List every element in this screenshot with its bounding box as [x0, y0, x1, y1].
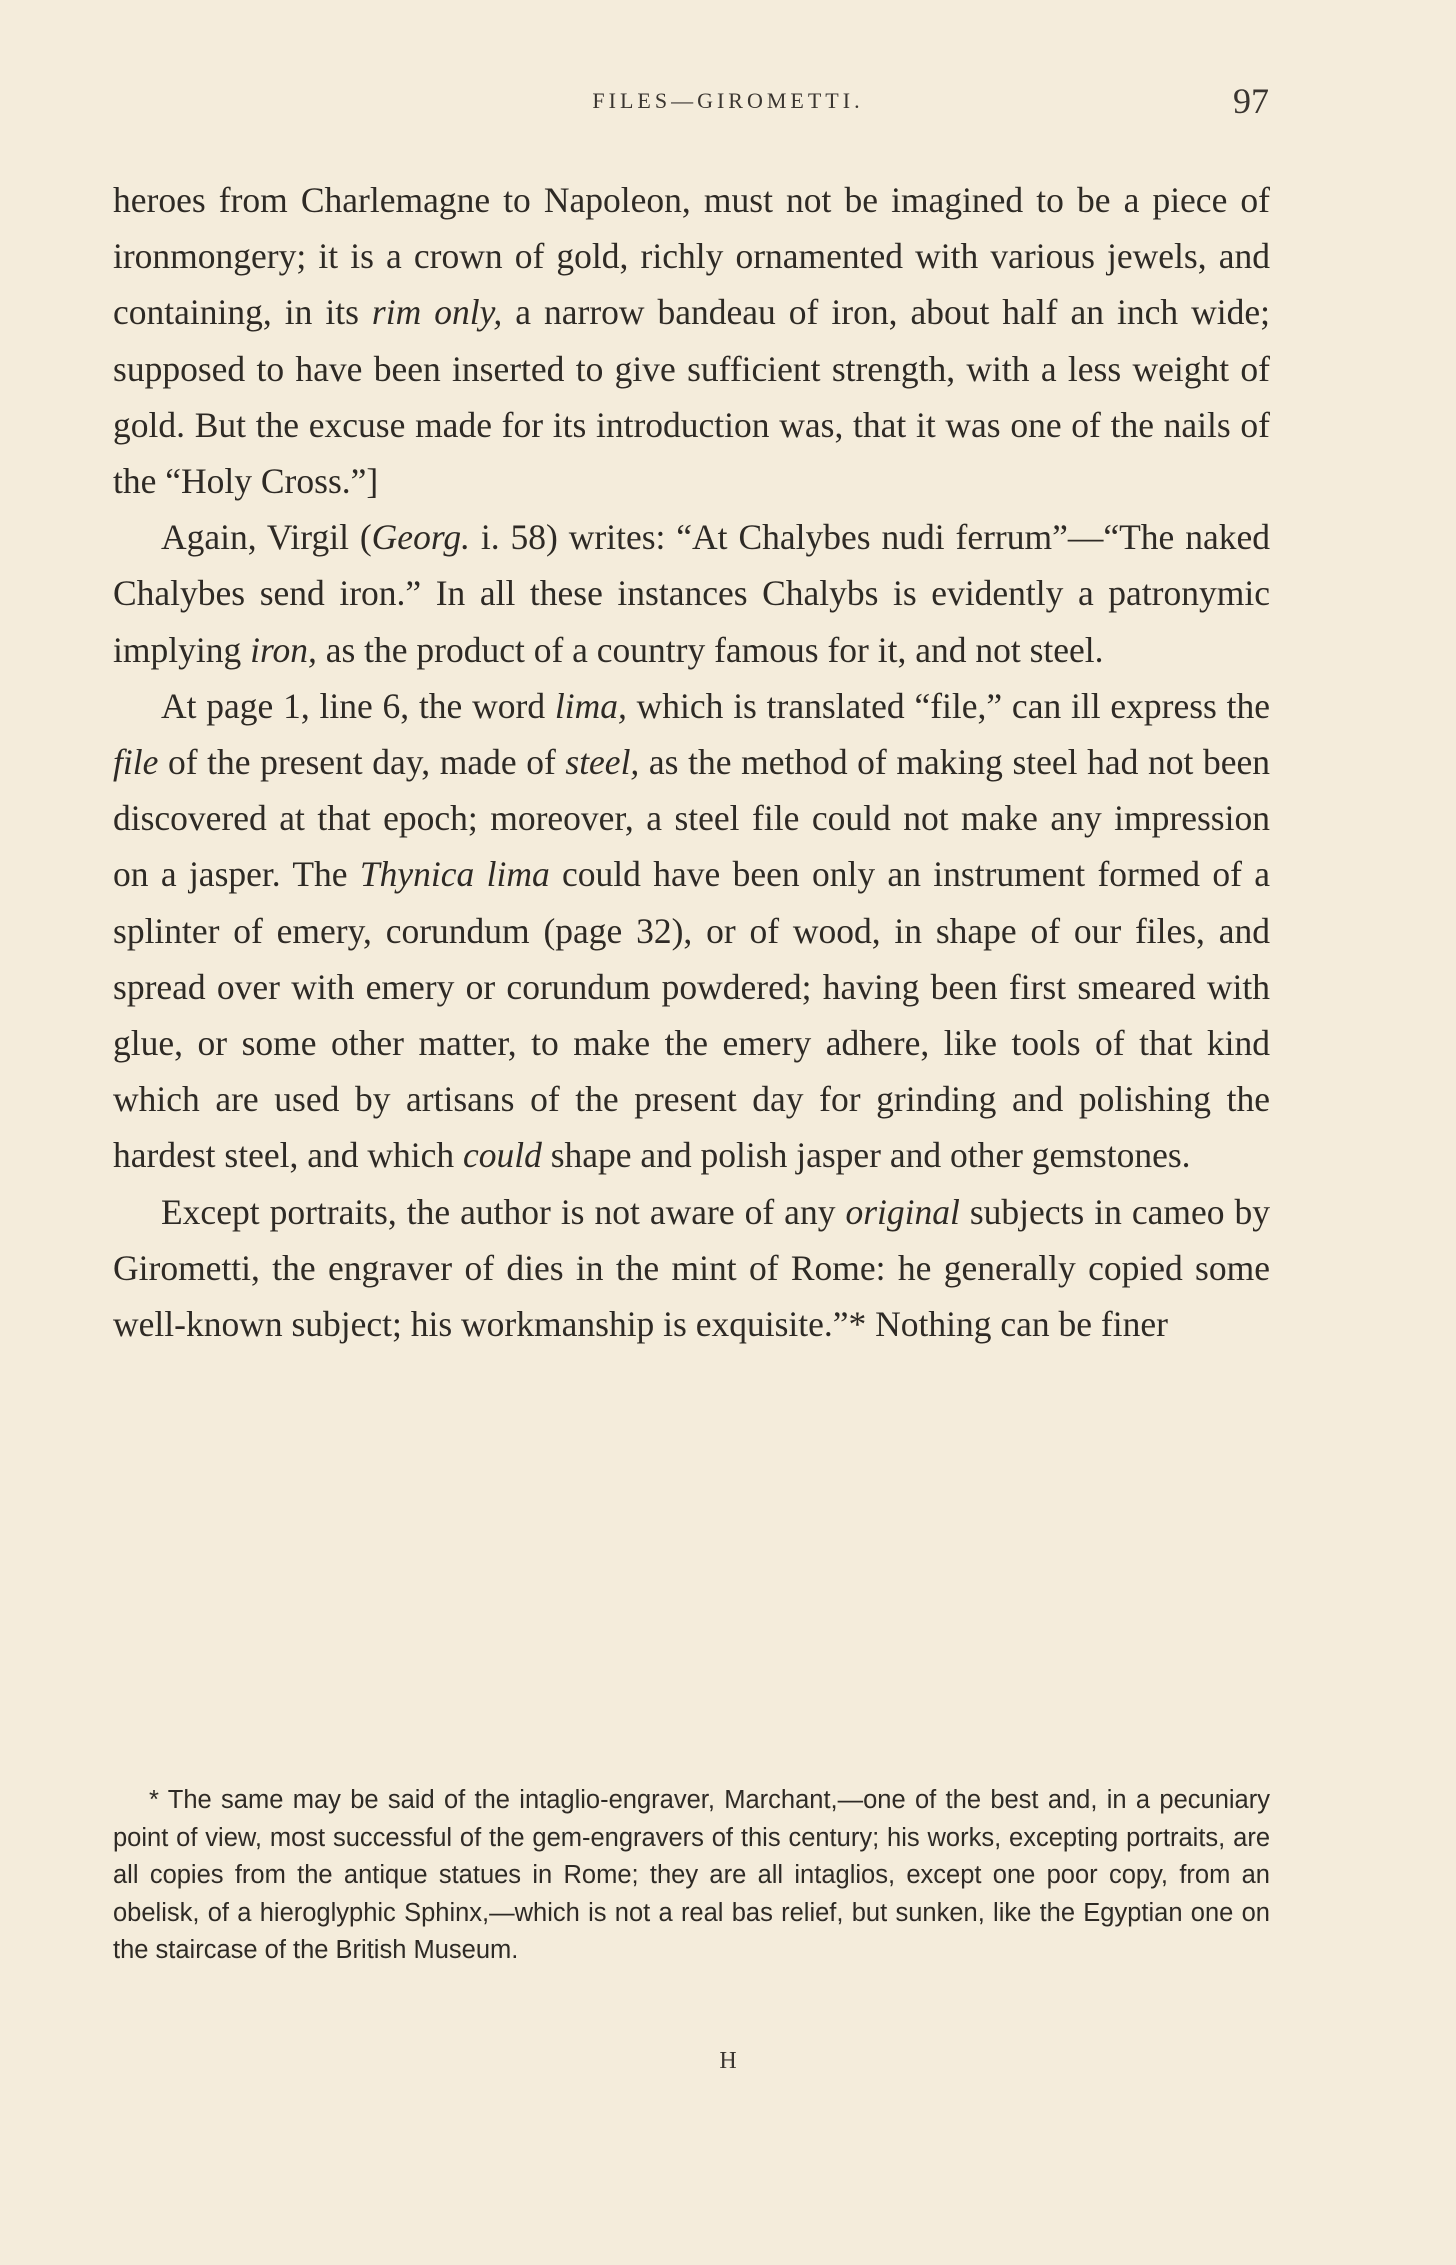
page-number: 97: [1233, 81, 1269, 121]
italic-text: Thynica lima: [359, 854, 550, 895]
text-run: At page 1, line 6, the word: [161, 685, 555, 726]
signature-mark: H: [719, 2048, 737, 2074]
footnotes: [113, 1782, 1270, 1970]
italic-text: Georg.: [371, 517, 470, 558]
italic-text: original: [845, 1191, 960, 1232]
paragraph: [113, 1184, 1270, 1353]
footnote-marker: *: [149, 1786, 159, 1814]
text-run: i. 58) writes: “At Chalybes nudi ferrum”—“The naked Chalybes send iron.” In all these instances Chalybs is evidently a patronymic implying: [113, 517, 1270, 670]
paragraph: [113, 509, 1270, 678]
footnote: [113, 1782, 1270, 1970]
text-run: as the method of making steel had not been discovered at that epoch; moreover, a steel file could not make any impression on a jasper. The: [113, 742, 1270, 895]
italic-text: could: [462, 1135, 542, 1176]
text-run: could have been only an instrument formed of a splinter of emery, corundum (page 32), or of wood, in shape of our files, and spread over with emery or corundum powdered; having been first smeared with glue, or some other matter, to make the emery adhere, like tools of that kind which are used by artisans of the present day for grinding and polishing the hardest steel, and which: [113, 854, 1270, 1176]
text-run: as the product of a country famous for it, and not steel.: [316, 629, 1104, 670]
italic-text: rim only,: [371, 292, 503, 333]
paragraph: [113, 678, 1270, 1184]
main-text: [113, 172, 1270, 1352]
text-run: which is translated “file,” can ill express the: [626, 685, 1270, 726]
italic-text: file: [113, 742, 159, 783]
text-run: Except portraits, the author is not aware of any: [161, 1191, 846, 1232]
paragraph: [113, 172, 1270, 509]
text-run: subjects in cameo by Girometti, the engraver of dies in the mint of Rome: he generally copied some well-known subject; his workmanship is exquisite.”* Nothing can be finer: [113, 1191, 1270, 1345]
text-run: of the present day, made of: [158, 742, 566, 783]
text-run: Again, Virgil (: [161, 517, 372, 558]
italic-text: lima,: [554, 685, 627, 726]
text-run: shape and polish jasper and other gemstones.: [541, 1135, 1191, 1176]
footnote-text: The same may be said of the intaglio-engraver, Marchant,—one of the best and, in a pecuniary point of view, most successful of the gem-engravers of this century; his works, excepting portraits, are all copies from the antique statues in Rome; they are all intaglios, except one poor copy, from an obelisk, of a hieroglyphic Sphinx,—which is not a real bas relief, but sunken, like the Egyptian one on the staircase of the British Museum.: [113, 1786, 1270, 1964]
text-run: heroes from Charlemagne to Napoleon, must not be imagined to be a piece of ironmongery; it is a crown of gold, richly ornamented with various jewels, and containing, in its: [113, 180, 1270, 333]
italic-text: steel,: [565, 742, 640, 783]
italic-text: iron,: [250, 629, 317, 670]
running-title: FILES—GIROMETTI.: [592, 88, 864, 113]
text-run: a narrow bandeau of iron, about half an inch wide; supposed to have been inserted to give sufficient strength, with a less weight of gold. But the excuse made for its introduction was, that it was one of the nails of the “Holy Cross.”]: [113, 292, 1270, 502]
